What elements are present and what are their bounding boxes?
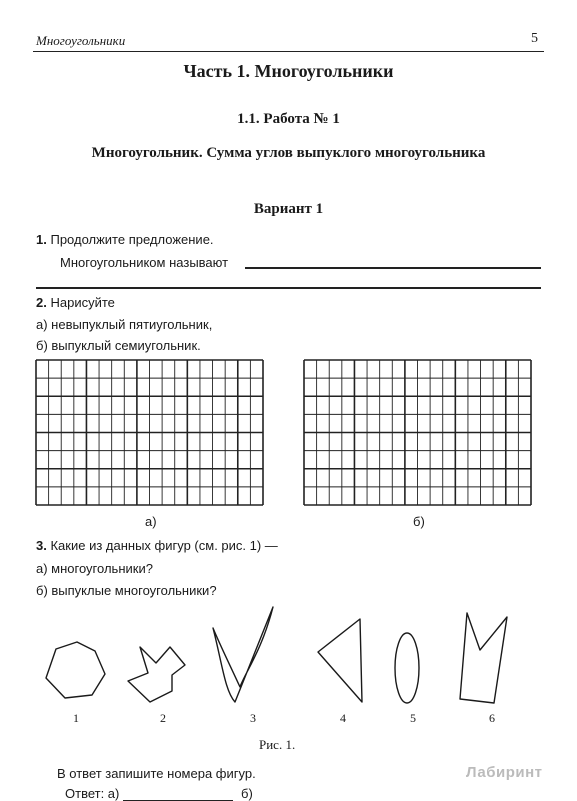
task2-prompt-text: Нарисуйте [50, 295, 115, 310]
shape-4-triangle [318, 619, 362, 702]
figure-shapes [0, 595, 577, 720]
task2-item-a: а) невыпуклый пятиугольник, [36, 317, 213, 332]
shape-6-nonconvex [460, 613, 507, 703]
topic-title: Многоугольник. Сумма углов выпуклого многоугольника [91, 145, 486, 161]
task3-item-a: а) многоугольники? [36, 561, 153, 576]
page-number: 5 [531, 31, 538, 46]
task2-item-b: б) выпуклый семиугольник. [36, 338, 201, 353]
figure-label-5: 5 [410, 711, 416, 725]
answer-line-2[interactable] [36, 287, 541, 289]
answer-instruction: В ответ запишите номера фигур. [57, 766, 256, 781]
figure-label-6: 6 [489, 711, 495, 725]
work-title: 1.1. Работа № 1 [237, 111, 340, 127]
task1-sentence: Многоугольником называют [60, 255, 229, 270]
shape-5-ellipse [395, 633, 419, 703]
task1-prompt [36, 232, 214, 247]
task2-number: 2. [36, 295, 47, 310]
grid-a-label: а) [145, 514, 157, 529]
task1-number: 1. [36, 232, 47, 247]
task3-prompt-text: Какие из данных фигур (см. рис. 1) — [50, 538, 278, 553]
header-rule [33, 51, 544, 52]
figure-label-1: 1 [73, 711, 79, 725]
figure-caption: Рис. 1. [259, 737, 296, 752]
drawing-grid-a[interactable] [35, 359, 265, 507]
task1-prompt-text: Продолжите предложение. [50, 232, 214, 247]
grid-b-label: б) [413, 514, 425, 529]
task3-item-b: б) выпуклые многоугольники? [36, 583, 217, 598]
task2-prompt [36, 295, 115, 310]
task3-number: 3. [36, 538, 47, 553]
shape-3-crescent [213, 607, 273, 702]
figure-label-4: 4 [340, 711, 346, 725]
shape-2-nonconvex [128, 647, 185, 702]
figure-label-2: 2 [160, 711, 166, 725]
task3-prompt [36, 538, 278, 553]
part-title: Часть 1. Многоугольники [183, 61, 394, 81]
answer-b-label: б) [241, 786, 253, 801]
figure-label-3: 3 [250, 711, 256, 725]
answer-line-1[interactable] [245, 267, 541, 269]
watermark-text: Лабиринт [466, 764, 543, 781]
labirint-watermark [466, 764, 543, 781]
running-title: Многоугольники [36, 33, 126, 48]
variant-title: Вариант 1 [253, 201, 324, 217]
answer-label: Ответ: а) [65, 786, 120, 801]
drawing-grid-b[interactable] [303, 359, 533, 507]
shape-1-heptagon [46, 642, 105, 698]
